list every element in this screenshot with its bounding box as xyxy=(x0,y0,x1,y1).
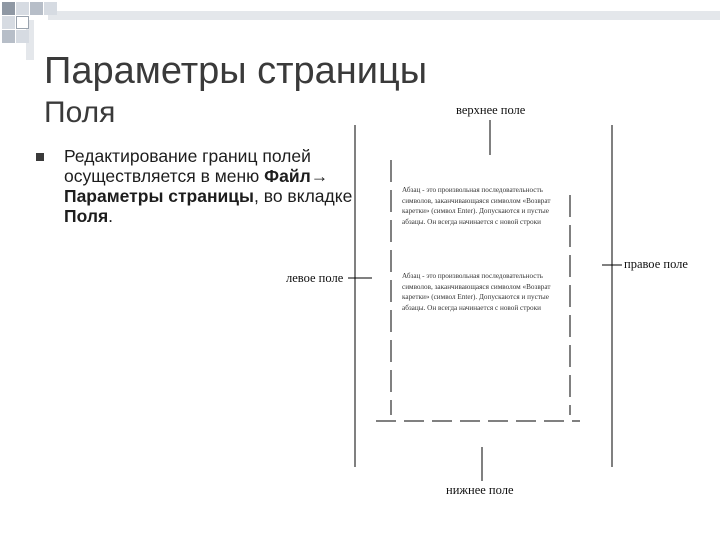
slide-title: Параметры страницы xyxy=(44,50,428,92)
decorative-bar xyxy=(48,11,720,20)
bullet-text-before: Редактирование границ полей осуществляется в меню xyxy=(64,146,311,186)
decorative-square xyxy=(30,2,43,15)
page-margins-diagram xyxy=(280,95,720,505)
tab-name: Поля xyxy=(64,206,109,226)
left-margin-label: левое поле xyxy=(286,271,344,285)
decorative-square xyxy=(16,2,29,15)
bullet-text-after: . xyxy=(108,206,114,226)
decorative-square xyxy=(16,30,29,43)
menu-path: Файл→ Параметры страницы xyxy=(64,166,329,206)
decorative-square xyxy=(2,30,15,43)
decorative-square xyxy=(2,16,15,29)
top-margin-label: верхнее поле xyxy=(456,103,526,117)
sample-paragraph-1: Абзац - это произвольная последовательность символов, заканчивающаяся символом «Возврат каретки» (символ Enter). Допускаются и пустые абзацы. Он всегда начинается с новой строки xyxy=(402,186,551,226)
bottom-margin-label: нижнее поле xyxy=(446,483,514,497)
sample-paragraph-2: Абзац - это произвольная последовательность символов, заканчивающаяся символом «Возврат каретки» (символ Enter). Допускаются и пустые абзацы. Он всегда начинается с новой строки xyxy=(402,272,551,312)
right-margin-label: правое поле xyxy=(624,257,688,271)
bullet-text-middle: , во вкладке xyxy=(254,186,353,206)
decorative-square xyxy=(16,16,29,29)
slide-subtitle: Поля xyxy=(44,96,116,129)
bullet-marker xyxy=(36,153,44,161)
decorative-square xyxy=(2,2,15,15)
decorative-square xyxy=(44,2,57,15)
